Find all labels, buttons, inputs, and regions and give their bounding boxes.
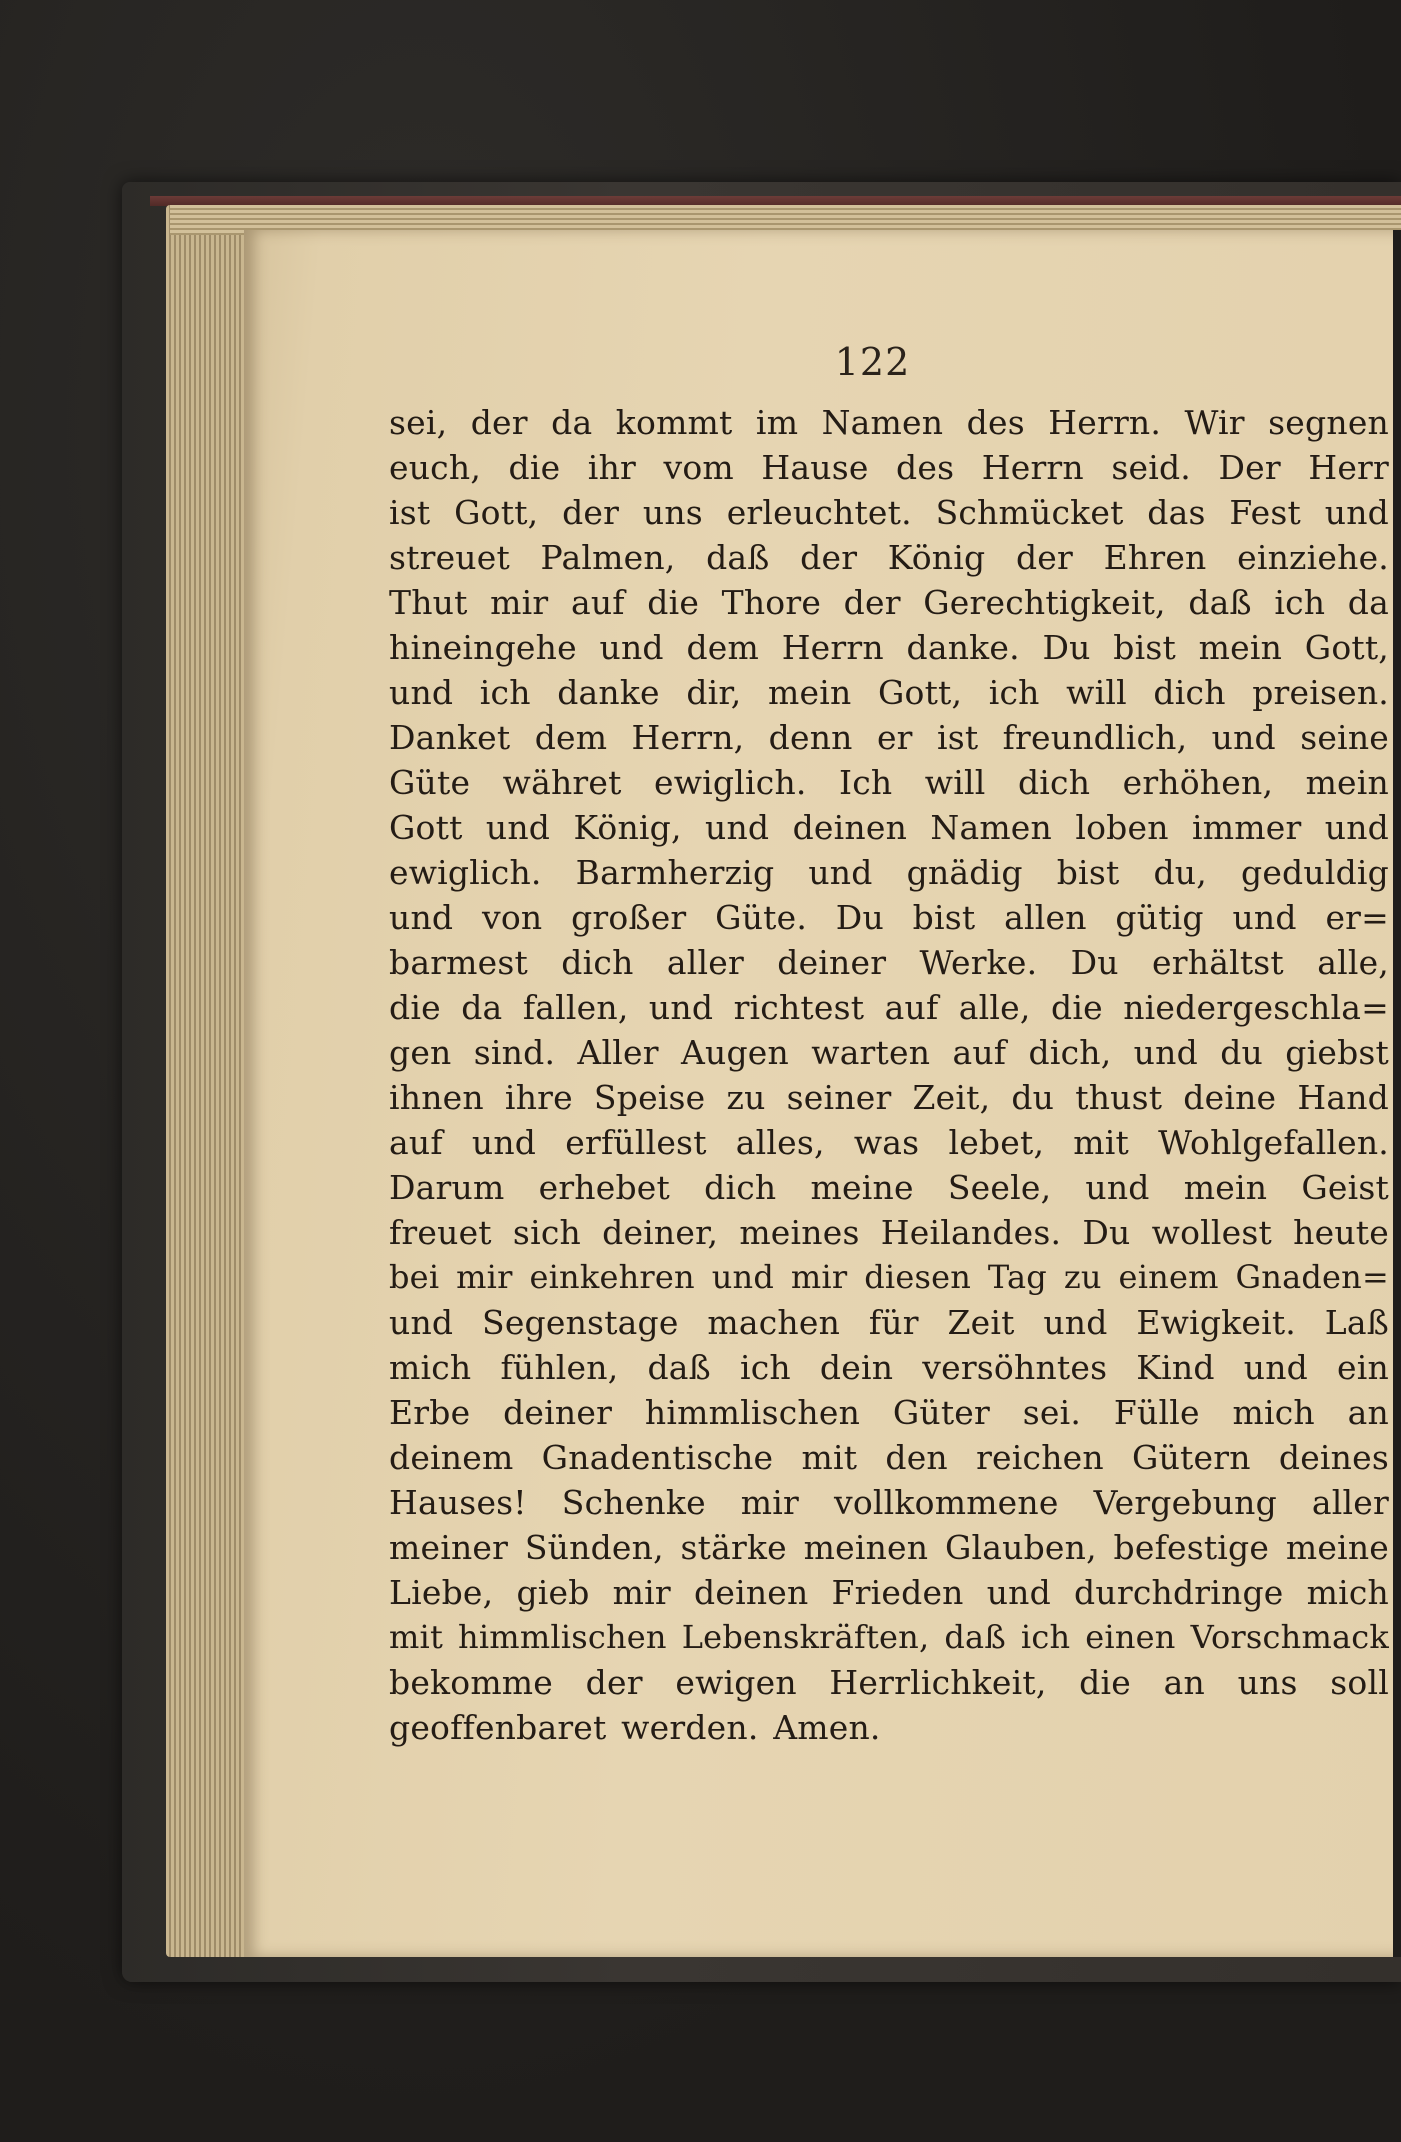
text-line: deinem Gnadentische mit den reichen Gütern deines [389,1438,1389,1477]
text-line: Hauses! Schenke mir vollkommene Vergebung aller [389,1483,1389,1522]
text-line: Gott und König, und deinen Namen loben immer und [389,808,1389,847]
text-line: gen sind. Aller Augen warten auf dich, und du giebst [389,1033,1389,1072]
text-line: mit himmlischen Lebenskräften, daß ich einen Vorschmack [389,1618,1389,1656]
right-edge [1393,230,1401,1957]
text-line: ewiglich. Barmherzig und gnädig bist du, geduldig [389,853,1389,892]
text-line: meiner Sünden, stärke meinen Glauben, befestige meine [389,1528,1389,1567]
text-line: Liebe, gieb mir deinen Frieden und durchdringe mich [389,1573,1389,1612]
text-line: ist Gott, der uns erleuchtet. Schmücket das Fest und [389,493,1389,532]
text-line: mich fühlen, daß ich dein versöhntes Kind und ein [389,1348,1389,1387]
text-line: barmest dich aller deiner Werke. Du erhältst alle, [389,943,1389,982]
text-line: ihnen ihre Speise zu seiner Zeit, du thust deine Hand [389,1078,1389,1117]
text-line: euch, die ihr vom Hause des Herrn seid. Der Herr [389,448,1389,487]
text-line: Erbe deiner himmlischen Güter sei. Fülle mich an [389,1393,1389,1432]
text-line: freuet sich deiner, meines Heilandes. Du wollest heute [389,1213,1389,1252]
page-text [389,400,1389,1750]
text-line: bekomme der ewigen Herrlichkeit, die an uns soll [389,1663,1389,1702]
text-line: hineingehe und dem Herrn danke. Du bist mein Gott, [389,628,1389,667]
text-line: Danket dem Herrn, denn er ist freundlich, und seine [389,718,1389,757]
text-line: und ich danke dir, mein Gott, ich will dich preisen. [389,673,1389,712]
book-page [244,230,1401,1957]
text-line: Darum erhebet dich meine Seele, und mein Geist [389,1168,1389,1207]
text-line: streuet Palmen, daß der König der Ehren einziehe. [389,538,1389,577]
text-line: Thut mir auf die Thore der Gerechtigkeit, daß ich da [389,583,1389,622]
text-line: Güte währet ewiglich. Ich will dich erhöhen, mein [389,763,1389,802]
page-edges [166,205,256,1957]
page-number: 122 [834,340,911,384]
text-line: auf und erfüllest alles, was lebet, mit Wohlgefallen. [389,1123,1389,1162]
text-line: und Segenstage machen für Zeit und Ewigkeit. Laß [389,1303,1389,1342]
text-line: die da fallen, und richtest auf alle, die niedergeschla= [389,988,1389,1027]
text-line: sei, der da kommt im Namen des Herrn. Wir segnen [389,403,1389,442]
text-line: geoffenbaret werden. Amen. [389,1708,881,1747]
text-line: und von großer Güte. Du bist allen gütig und er= [389,898,1389,937]
text-line: bei mir einkehren und mir diesen Tag zu einem Gnaden= [389,1258,1389,1296]
